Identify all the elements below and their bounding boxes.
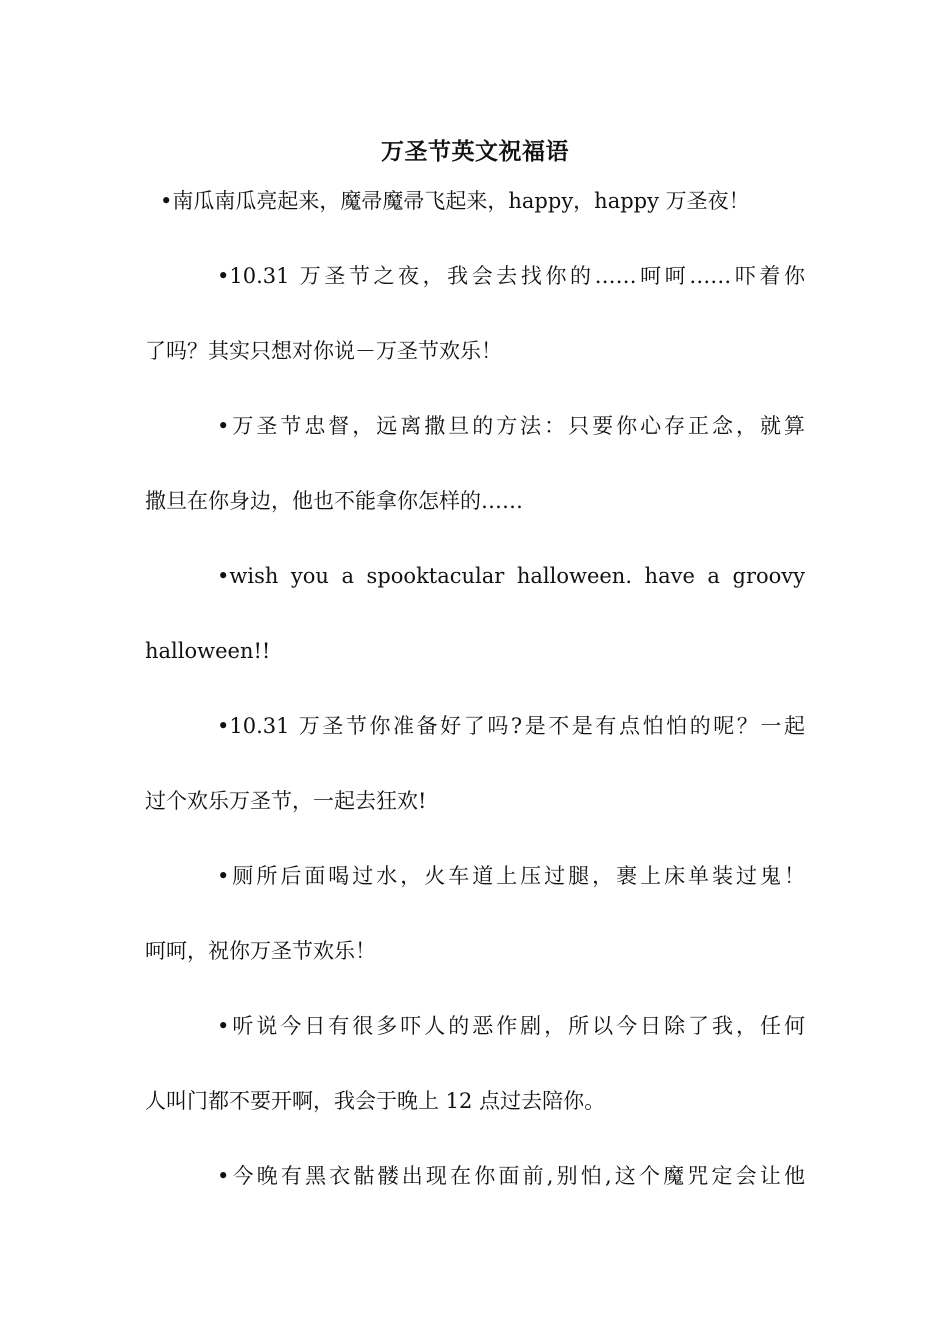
blessing-line-2: •10.31 万圣节之夜，我会去找你的……呵呵……吓着你 (217, 264, 805, 288)
blessing-line-6: •wish you a spooktacular halloween. have a groovy (217, 564, 805, 588)
blessing-line-7: halloween!! (145, 639, 271, 663)
blessing-line-13: 人叫门都不要开啊，我会于晚上 12 点过去陪你。 (145, 1089, 606, 1113)
blessing-line-3: 了吗？其实只想对你说－万圣节欢乐！ (145, 339, 502, 363)
blessing-line-10: •厕所后面喝过水，火车道上压过腿，裹上床单装过鬼！ (217, 864, 805, 888)
blessing-line-5: 撒旦在你身边，他也不能拿你怎样的…… (145, 489, 523, 513)
blessing-line-11: 呵呵，祝你万圣节欢乐！ (145, 939, 376, 963)
blessing-line-14: •今晚有黑衣骷髅出现在你面前,别怕,这个魔咒定会让他 (217, 1164, 805, 1188)
blessing-line-1: •南瓜南瓜亮起来，魔帚魔帚飞起来，happy，happy 万圣夜！ (160, 189, 750, 213)
blessing-line-9: 过个欢乐万圣节，一起去狂欢! (145, 789, 427, 813)
blessing-line-4: •万圣节忠督，远离撒旦的方法：只要你心存正念，就算 (217, 414, 805, 438)
blessing-line-12: •听说今日有很多吓人的恶作剧，所以今日除了我，任何 (217, 1014, 805, 1038)
document-title: 万圣节英文祝福语 (381, 138, 569, 165)
blessing-line-8: •10.31 万圣节你准备好了吗?是不是有点怕怕的呢？一起 (217, 714, 805, 738)
